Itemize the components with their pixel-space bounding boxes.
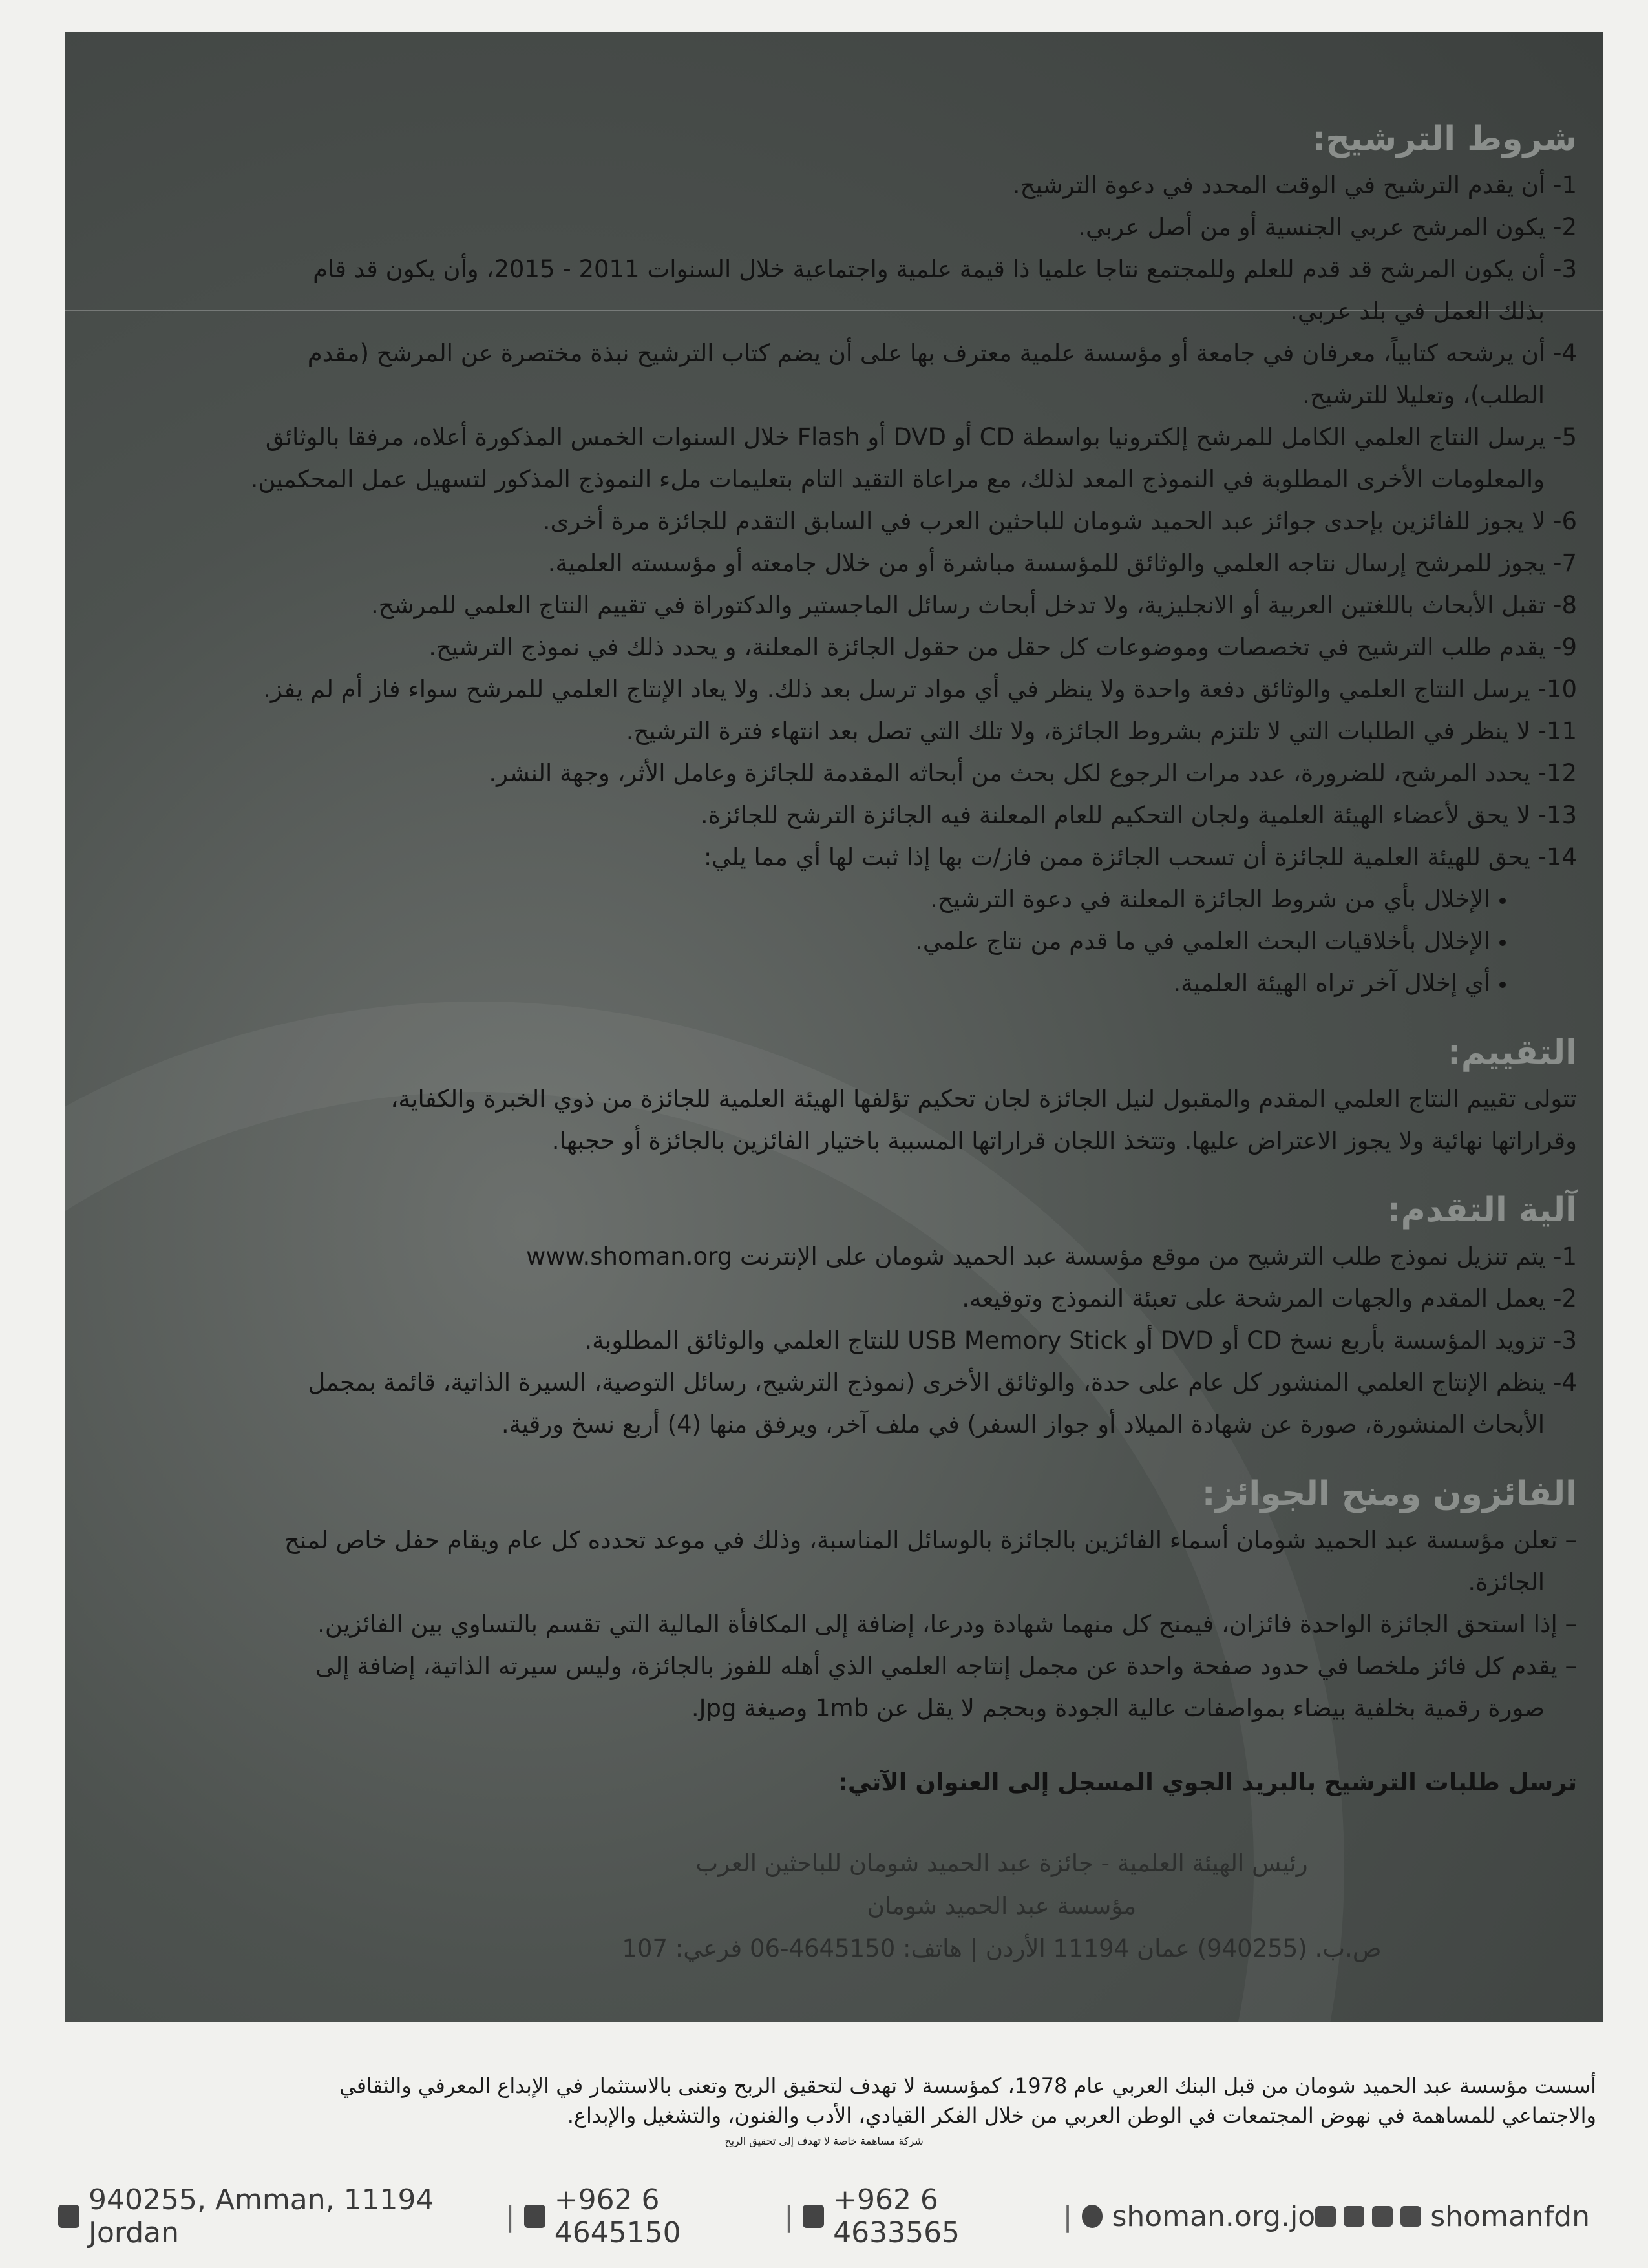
- application-line: 2- يعمل المقدم والجهات المرشحة على تعبئة النموذج وتوقيعه.: [962, 1285, 1577, 1312]
- winners-line: – تعلن مؤسسة عبد الحميد شومان أسماء الفائزين بالجائزة بالوسائل المناسبة، وذلك في موعد تحدده كل عام ويقام حفل خاص لمنح: [284, 1526, 1577, 1554]
- facebook-icon[interactable]: [1344, 2206, 1364, 2227]
- document-content: [65, 32, 1603, 2022]
- nomination-line: 1- أن يقدم الترشيح في الوقت المحدد في دعوة الترشيح.: [1012, 171, 1577, 199]
- winners-line: صورة رقمية بخلفية بيضاء بمواصفات عالية الجودة وبحجم لا يقل عن 1mb وصيغة Jpg.: [691, 1694, 1545, 1722]
- social-handle[interactable]: shomanfdn: [1430, 2200, 1590, 2233]
- contact-phone[interactable]: +962 6 4645150: [554, 2183, 681, 2249]
- evaluation-line: تتولى تقييم النتاج العلمي المقدم والمقبول لنيل الجائزة لجان تحكيم تؤلفها الهيئة العلمية للجائزة من ذوي الخبرة والكفاية،: [390, 1085, 1577, 1113]
- nomination-line: والمعلومات الأخرى المطلوبة في النموذج المعد لذلك، مع مراعاة التقيد التام بتعليمات ملء النموذج المذكور لتسهيل عمل المحكمين.: [250, 465, 1545, 493]
- contact-details: [58, 2183, 1315, 2249]
- bullet-item: [103, 920, 1577, 962]
- separator: |: [505, 2200, 515, 2233]
- nomination-line: 7- يجوز للمرشح إرسال نتاجه العلمي والوثائق للمؤسسة مباشرة أو من خلال جامعته أو مؤسسته العلمية.: [547, 549, 1577, 577]
- footer-about-line: والاجتماعي للمساهمة في نهوض المجتمعات في الوطن العربي من خلال الفكر القيادي، الأدب والفنون، والتشغيل والإبداع.: [567, 2103, 1596, 2128]
- nomination-line: 6- لا يجوز للفائزين بإحدى جوائز عبد الحميد شومان للباحثين العرب في السابق التقدم للجائزة مرة أخرى.: [542, 507, 1577, 535]
- nomination-line: الطلب)، وتعليلا للترشيح.: [1302, 381, 1545, 409]
- globe-icon: [1082, 2205, 1103, 2228]
- contact-address: 940255, Amman, 11194 Jordan: [88, 2183, 434, 2249]
- nomination-line: 11- لا ينظر في الطلبات التي لا تلتزم بشروط الجائزة، ولا تلك التي تصل بعد انتهاء فترة الترشيح.: [626, 717, 1577, 745]
- application-heading: آلية التقدم:: [1387, 1191, 1577, 1230]
- contact-fax: +962 6 4633565: [833, 2183, 960, 2249]
- scanned-document-panel: [65, 32, 1603, 2022]
- footer-about: [52, 2071, 1596, 2152]
- nomination-line: 2- يكون المرشح عربي الجنسية أو من أصل عربي.: [1078, 213, 1577, 241]
- nomination-line: 12- يحدد المرشح، للضرورة، عدد مرات الرجوع لكل بحث من أبحاثه المقدمة للجائزة وعامل الأثر، وجهة النشر.: [489, 759, 1577, 787]
- nomination-line: 14- يحق للهيئة العلمية للجائزة أن تسحب الجائزة ممن فاز/ت بها إذا ثبت لها أي مما يلي:: [703, 843, 1577, 871]
- nomination-line: بذلك العمل في بلد عربي.: [1290, 297, 1545, 325]
- nomination-line: 5- يرسل النتاج العلمي الكامل للمرشح إلكترونيا بواسطة CD أو DVD أو Flash خلال السنوات الخمس المذكورة أعلاه، مرفقا بالوثائق: [265, 423, 1577, 451]
- mailbox-icon: [58, 2205, 79, 2228]
- nomination-line: 4- أن يرشحه كتابياً، معرفان في جامعة أو مؤسسة علمية معترف بها على أن يضم كتاب الترشيح نبذة مختصرة عن المرشح (مقدم: [307, 339, 1577, 367]
- separator: |: [784, 2200, 794, 2233]
- nomination-line: 8- تقبل الأبحاث باللغتين العربية أو الانجليزية، ولا تدخل أبحاث رسائل الماجستير والدكتوراة في تقييم النتاج العلمي للمرشح.: [371, 591, 1577, 619]
- nomination-heading: شروط الترشيح:: [1312, 120, 1577, 158]
- evaluation-line: وقراراتها نهائية ولا يجوز الاعتراض عليها. وتتخذ اللجان قراراتها المسببة باختيار الفائزين بالجائزة أو حجبها.: [551, 1127, 1577, 1155]
- footer-tagline: شركة مساهمة خاصة لا تهدف إلى تحقيق الربح: [724, 2135, 924, 2147]
- nomination-line: 13- لا يحق لأعضاء الهيئة العلمية ولجان التحكيم للعام المعلنة فيه الجائزة الترشح للجائزة.: [700, 801, 1577, 829]
- phone-icon: [524, 2205, 545, 2228]
- application-line: 3- تزويد المؤسسة بأربع نسخ CD أو DVD أو USB Memory Stick للنتاج العلمي والوثائق المطلوبة.: [584, 1327, 1577, 1354]
- mailing-instruction: ترسل طلبات الترشيح بالبريد الجوي المسجل إلى العنوان الآتي:: [838, 1769, 1577, 1796]
- nomination-line: 10- يرسل النتاج العلمي والوثائق دفعة واحدة ولا ينظر في أي مواد ترسل بعد ذلك. ولا يعاد الإنتاج العلمي للمرشح سواء فاز أم لم يفز.: [263, 675, 1577, 703]
- bullet-dot: [1499, 982, 1506, 988]
- address-postal: ص.ب. (940255) عمان 11194 الأردن | هاتف: 4645150-06 فرعي: 107: [622, 1935, 1382, 1962]
- mailing-address: [103, 1842, 1577, 1970]
- fax-icon: [803, 2205, 824, 2228]
- social-links: [1315, 2200, 1590, 2233]
- application-line: 4- ينظم الإنتاج العلمي المنشور كل عام على حدة، والوثائق الأخرى (نموذج الترشيح، رسائل التوصية، السيرة الذاتية، قائمة بمجمل: [308, 1369, 1577, 1396]
- youtube-icon[interactable]: [1400, 2206, 1421, 2227]
- footer-about-line: أسست مؤسسة عبد الحميد شومان من قبل البنك العربي عام 1978، كمؤسسة لا تهدف لتحقيق الربح وتعنى بالاستثمار في الإبداع المعرفي والثقافي: [339, 2074, 1596, 2098]
- application-line: 1- يتم تنزيل نموذج طلب الترشيح من موقع مؤسسة عبد الحميد شومان على الإنترنت www.shoman.org: [526, 1243, 1577, 1270]
- bullet-dot: [1499, 898, 1506, 904]
- instagram-icon[interactable]: [1315, 2206, 1336, 2227]
- winners-line: – يقدم كل فائز ملخصا في حدود صفحة واحدة عن مجمل إنتاجه العلمي الذي أهله للفوز بالجائزة، وليس سيرته الذاتية، إضافة إلى: [315, 1652, 1577, 1680]
- contact-bar: [58, 2183, 1590, 2249]
- winners-heading: الفائزون ومنح الجوائز:: [1201, 1475, 1577, 1513]
- bullet-text: أي إخلال آخر تراه الهيئة العلمية.: [1173, 969, 1490, 997]
- evaluation-heading: التقييم:: [1447, 1033, 1577, 1072]
- social-icons: [1315, 2206, 1421, 2227]
- bullet-item: [103, 962, 1577, 1004]
- bullet-text: الإخلال بأي من شروط الجائزة المعلنة في دعوة الترشيح.: [930, 885, 1490, 913]
- bullet-text: الإخلال بأخلاقيات البحث العلمي في ما قدم من نتاج علمي.: [915, 927, 1490, 955]
- bullet-dot: [1499, 940, 1506, 946]
- nomination-line: 9- يقدم طلب الترشيح في تخصصات وموضوعات كل حقل من حقول الجائزة المعلنة، و يحدد ذلك في نموذج الترشيح.: [428, 633, 1577, 661]
- twitter-icon[interactable]: [1372, 2206, 1393, 2227]
- application-line: الأبحاث المنشورة، صورة عن شهادة الميلاد أو جواز السفر) في ملف آخر، ويرفق منها (4) أربع نسخ ورقية.: [501, 1411, 1545, 1438]
- winners-line: – إذا استحق الجائزة الواحدة فائزان، فيمنح كل منهما شهادة ودرعا، إضافة إلى المكافأة المالية التي تقسم بالتساوي بين الفائزين.: [317, 1610, 1577, 1638]
- separator: |: [1062, 2200, 1073, 2233]
- contact-website[interactable]: shoman.org.jo: [1112, 2200, 1316, 2233]
- nomination-line: 3- أن يكون المرشح قد قدم للعلم وللمجتمع نتاجا علميا ذا قيمة علمية واجتماعية خلال السنوات 2011 - 2015، وأن يكون قد قام: [313, 255, 1577, 283]
- address-organization: مؤسسة عبد الحميد شومان: [867, 1892, 1137, 1920]
- winners-line: الجائزة.: [1468, 1568, 1545, 1596]
- address-recipient: رئيس الهيئة العلمية - جائزة عبد الحميد شومان للباحثين العرب: [695, 1849, 1308, 1877]
- bullet-item: [103, 878, 1577, 920]
